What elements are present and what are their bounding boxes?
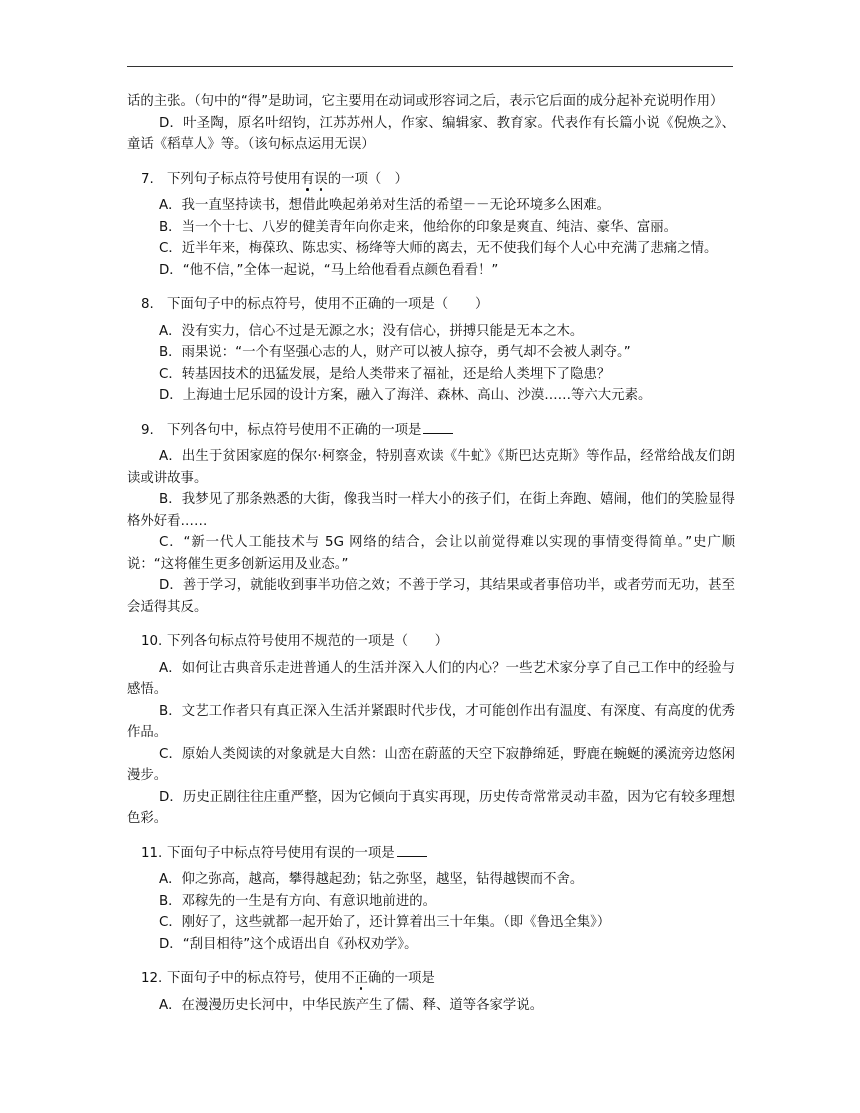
question-12 (127, 968, 735, 1016)
option-b: B．邓稼先的一生是有方向、有意识地前进的。 (159, 893, 436, 909)
option-c: C．原始人类阅读的对象就是大自然：山峦在蔚蓝的天空下寂静绵延，野鹿在蜿蜒的溪流旁边悠闲漫步。 (127, 746, 735, 783)
option-d: D．历史正剧往往庄重严整，因为它倾向于真实再现，历史传奇常常灵动丰盈，因为它有较多理想色彩。 (127, 789, 735, 826)
option-a: A．我一直坚持读书，想借此唤起弟弟对生活的希望－－无论环境多么困难。 (159, 198, 611, 213)
question-stem: 12. 下面句子中的标点符号，使用不正确的一项是 (127, 968, 735, 990)
question-number: 7. (141, 171, 154, 187)
question-7 (127, 169, 735, 282)
answer-blank (397, 843, 427, 857)
option-b: B．文艺工作者只有真正深入生活并紧跟时代步伐，才可能创作出有温度、有深度、有高度的优秀作品。 (127, 703, 735, 740)
option-b: B．我梦见了那条熟悉的大街，像我当时一样大小的孩子们，在街上奔跑、嬉闹，他们的笑脸显得格外好看…… (127, 492, 735, 529)
question-number: 8. (141, 297, 154, 312)
option-b: B．雨果说：“一个有坚强心志的人，财产可以被人掠夺，勇气却不会被人剥夺。” (159, 345, 631, 360)
option-c: C．近半年来，梅葆玖、陈忠实、杨绛等大师的离去，无不使我们每个人心中充满了悲痛之情。 (159, 241, 718, 256)
answer-blank (423, 420, 453, 434)
question-stem: 7. 下列句子标点符号使用有误的一项（ ） (127, 169, 735, 191)
option-d-prev: D．叶圣陶，原名叶绍钧，江苏苏州人，作家、编辑家、教育家。代表作有长篇小说《倪焕之》、童话《稻草人》等。（该句标点运用无误） (127, 115, 735, 152)
question-11 (127, 843, 735, 956)
question-9 (127, 420, 735, 619)
question-8 (127, 294, 735, 407)
option-a: A．如何让古典音乐走进普通人的生活并深入人们的内心？一些艺术家分享了自己工作中的经验与感悟。 (127, 660, 735, 697)
continuation-line: 话的主张。（句中的“得”是助词，它主要用在动词或形容词之后，表示它后面的成分起补充说明作用） (127, 94, 724, 109)
option-b: B．当一个十七、八岁的健美青年向你走来，他给你的印象是爽直、纯洁、豪华、富丽。 (159, 219, 678, 235)
question-stem: 11. 下面句子中标点符号使用有误的一项是 (127, 843, 735, 865)
option-c: C．“新一代人工能技术与 5G 网络的结合，会让以前觉得难以实现的事情变得简单。”史广顺说：“这将催生更多创新运用及业态。” (127, 535, 735, 572)
question-number: 9. (141, 422, 154, 438)
option-c: C．转基因技术的迅猛发展，是给人类带来了福祉，还是给人类埋下了隐患？ (159, 366, 611, 382)
emphasis-char: 有 (300, 171, 315, 187)
option-d: D．“刮目相待”这个成语出自《孙权劝学》。 (159, 936, 418, 952)
question-stem: 8. 下面句子中的标点符号，使用不正确的一项是（ ） (127, 294, 735, 316)
question-number: 12. (141, 971, 163, 986)
option-a: A．没有实力，信心不过是无源之水；没有信心，拼搏只能是无本之木。 (159, 323, 584, 339)
question-number: 11. (141, 845, 163, 861)
emphasis-char: 误 (314, 171, 328, 187)
option-d: D．“他不信，”全体一起说，“马上给他看看点颜色看看！” (159, 262, 499, 278)
option-c: C．刚好了，这些就都一起开始了，还计算着出三十年集。（即《鲁迅全集》） (159, 915, 611, 930)
question-10 (127, 631, 735, 830)
option-a: A．仰之弥高，越高，攀得越起劲；钻之弥坚，越坚，钻得越锲而不舍。 (159, 872, 584, 887)
document-body (127, 91, 735, 1016)
emphasis-char: 正 (354, 971, 368, 986)
question-number: 10. (141, 634, 163, 649)
question-stem: 10. 下列各句标点符号使用不规范的一项是（ ） (127, 631, 735, 653)
question-stem: 9. 下列各句中，标点符号使用不正确的一项是 (127, 420, 735, 442)
option-d: D．上海迪士尼乐园的设计方案，融入了海洋、森林、高山、沙漠……等六大元素。 (159, 388, 652, 403)
option-a: A．出生于贫困家庭的保尔·柯察金，特别喜欢读《牛虻》《斯巴达克斯》等作品，经常给战友们朗读或讲故事。 (127, 449, 735, 486)
option-d: D．善于学习，就能收到事半功倍之效；不善于学习，其结果或者事倍功半，或者劳而无功，甚至会适得其反。 (127, 578, 735, 615)
option-a: A．在漫漫历史长河中，中华民族产生了儒、释、道等各家学说。 (159, 997, 544, 1013)
header-rule (127, 66, 733, 67)
